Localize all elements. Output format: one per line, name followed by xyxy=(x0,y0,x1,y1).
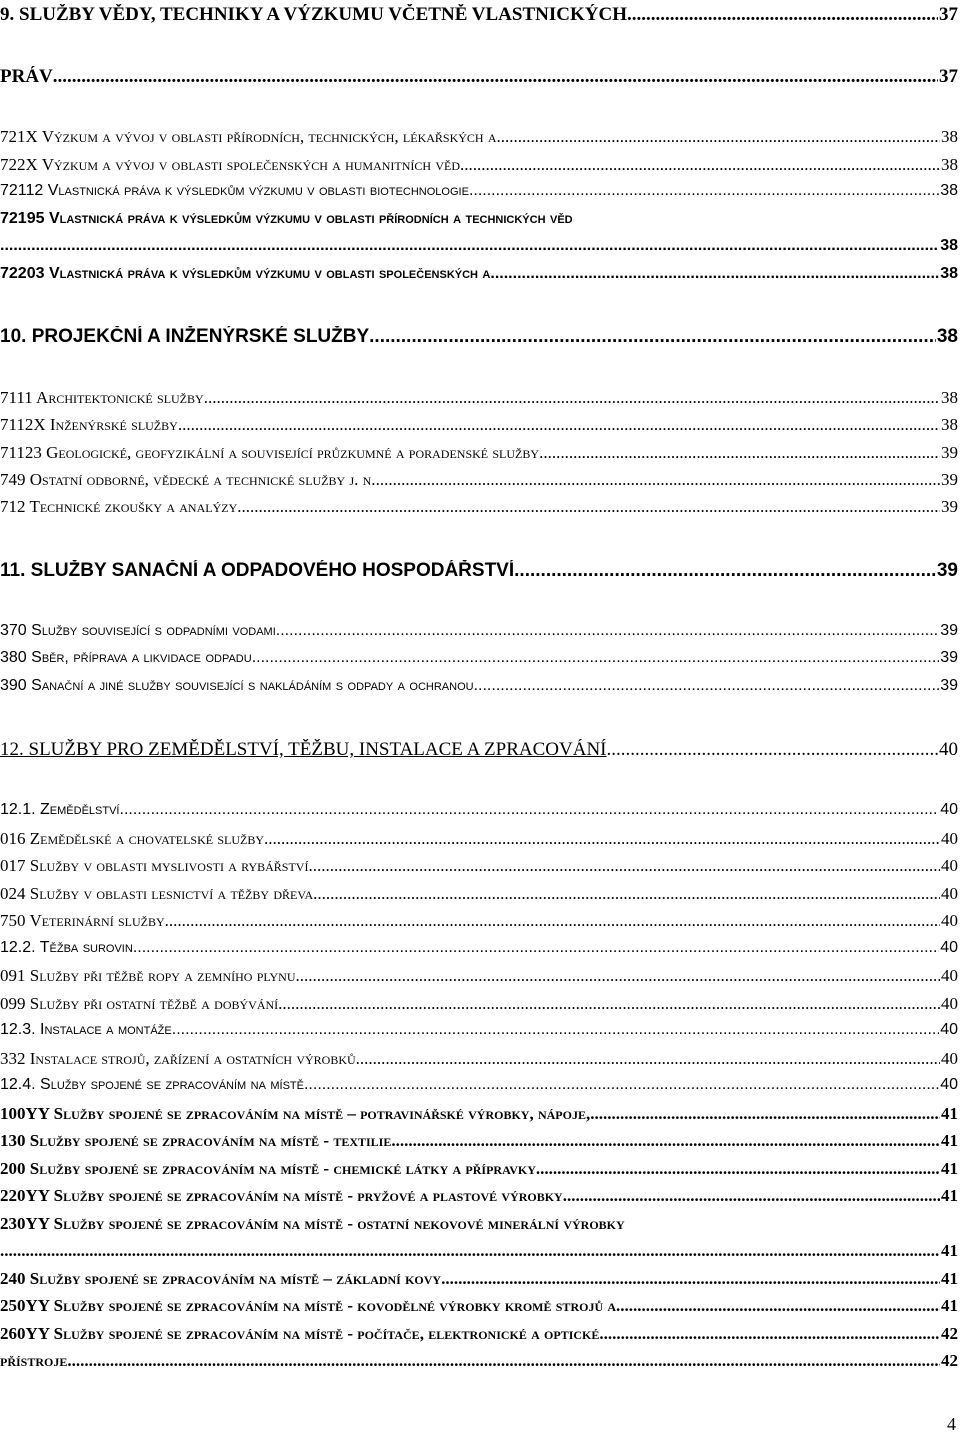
page-number: 4 xyxy=(947,1414,956,1434)
dot-leader xyxy=(133,939,939,957)
dot-leader xyxy=(0,1241,940,1261)
toc-entry[interactable]: přístroje ..... 42 xyxy=(0,1351,958,1377)
toc-entry-prav[interactable]: PRÁV ..... 37 xyxy=(0,66,958,92)
toc-entry[interactable]: 7112X Inženýrské služby ..... 38 xyxy=(0,415,958,441)
toc-entry[interactable]: 332 Instalace strojů, zařízení a ostatních výrobků ..... 40 xyxy=(0,1049,958,1075)
toc-subsection[interactable]: 12.4. Služby spojené se zpracováním na místě ..... 40 xyxy=(0,1076,958,1102)
dot-leader xyxy=(539,443,940,463)
dot-leader xyxy=(178,415,940,435)
dot-leader xyxy=(204,388,940,408)
dot-leader xyxy=(391,1131,940,1151)
toc-entry-10[interactable]: 10. PROJEKČNÍ A INŽENÝRSKÉ SLUŽBY ..... 38 xyxy=(0,326,958,352)
dot-leader xyxy=(313,884,940,904)
toc-entry[interactable]: 240 Služby spojené se zpracováním na místě – základní kovy ..... 41 xyxy=(0,1269,958,1295)
toc-entry[interactable]: 750 Veterinární služby ..... 40 xyxy=(0,911,958,937)
dot-leader xyxy=(599,1324,940,1344)
toc-entry[interactable]: 370 Služby související s odpadními vodami ..... 39 xyxy=(0,622,958,648)
toc-entry[interactable]: 016 Zemědělské a chovatelské služby ..... 40 xyxy=(0,829,958,855)
toc-entry[interactable]: 72195 Vlastnická práva k výsledkům výzkumu v oblasti přírodních a technických věd xyxy=(0,210,573,227)
toc-entry[interactable]: 130 Služby spojené se zpracováním na místě - textilie ..... 41 xyxy=(0,1131,958,1157)
toc-entry[interactable]: 220YY Služby spojené se zpracováním na místě - pryžové a plastové výrobky ..... 41 xyxy=(0,1186,958,1212)
dot-leader xyxy=(497,127,940,147)
toc-entry[interactable]: 380 Sběr, příprava a likvidace odpadu ..... 39 xyxy=(0,649,958,675)
dot-leader xyxy=(0,237,939,255)
dot-leader xyxy=(607,739,939,761)
toc-entry[interactable]: 200 Služby spojené se zpracováním na místě - chemické látky a přípravky ..... 41 xyxy=(0,1159,958,1185)
toc-entry-12[interactable]: 12. SLUŽBY PRO ZEMĚDĚLSTVÍ, TĚŽBU, INSTALACE A ZPRACOVÁNÍ ..... 40 xyxy=(0,739,958,765)
dot-leader xyxy=(172,1021,939,1039)
toc-entry[interactable]: 71123 Geologické, geofyzikální a související průzkumné a poradenské služby ..... 39 xyxy=(0,443,958,469)
toc-subsection[interactable]: 12.1. Zemědělství ..... 40 xyxy=(0,801,958,827)
toc-subsection[interactable]: 12.2. Těžba surovin ..... 40 xyxy=(0,939,958,965)
dot-leader xyxy=(304,1076,939,1094)
dot-leader xyxy=(264,829,940,849)
toc-subsection[interactable]: 12.3. Instalace a montáže ..... 40 xyxy=(0,1021,958,1047)
toc-entry-continuation[interactable]: ..... 41 xyxy=(0,1241,958,1267)
dot-leader xyxy=(308,856,940,876)
dot-leader xyxy=(296,966,941,986)
toc-entry[interactable]: 091 Služby při těžbě ropy a zemního plynu ..... 40 xyxy=(0,966,958,992)
dot-leader xyxy=(165,911,940,931)
toc-entry[interactable]: 7111 Architektonické služby ..... 38 xyxy=(0,388,958,414)
dot-leader xyxy=(536,1159,940,1179)
toc-entry[interactable]: 72112 Vlastnická práva k výsledkům výzkumu v oblasti biotechnologie ..... 38 xyxy=(0,182,958,208)
dot-leader xyxy=(563,1186,940,1206)
toc-entry[interactable]: 260YY Služby spojené se zpracováním na místě - počítače, elektronické a optické ..... 42 xyxy=(0,1324,958,1350)
toc-entry-9[interactable]: 9. SLUŽBY VĚDY, TECHNIKY A VÝZKUMU VČETNĚ VLASTNICKÝCH ..... 37 xyxy=(0,4,958,30)
dot-leader xyxy=(474,677,940,695)
dot-leader xyxy=(278,994,940,1014)
dot-leader xyxy=(590,1104,940,1124)
toc-entry-continuation[interactable]: ..... 38 xyxy=(0,237,958,263)
toc-entry[interactable]: 250YY Služby spojené se zpracováním na místě - kovodělné výrobky kromě strojů a ..... 41 xyxy=(0,1296,958,1322)
toc-entry[interactable]: 230YY Služby spojené se zpracováním na místě - ostatní nekovové minerální výrobky xyxy=(0,1214,625,1233)
toc-entry[interactable]: 100YY Služby spojené se zpracováním na místě – potravinářské výrobky, nápoje, ..... 41 xyxy=(0,1104,958,1130)
dot-leader xyxy=(490,265,939,283)
dot-leader xyxy=(237,497,940,517)
toc-entry-11[interactable]: 11. SLUŽBY SANAČNÍ A ODPADOVÉHO HOSPODÁŘSTVÍ ..... 39 xyxy=(0,560,958,586)
dot-leader xyxy=(376,470,940,490)
toc-entry[interactable]: 721X Výzkum a vývoj v oblasti přírodních, technických, lékařských a ..... 38 xyxy=(0,127,958,153)
toc-entry[interactable]: 024 Služby v oblasti lesnictví a těžby dřeva ..... 40 xyxy=(0,884,958,910)
dot-leader xyxy=(469,182,939,200)
dot-leader xyxy=(441,1269,940,1289)
dot-leader xyxy=(514,560,936,582)
toc-entry[interactable]: 017 Služby v oblasti myslivosti a rybářství ..... 40 xyxy=(0,856,958,882)
toc-entry[interactable]: 722X Výzkum a vývoj v oblasti společenských a humanitních věd ..... 38 xyxy=(0,155,958,181)
dot-leader xyxy=(120,801,940,819)
dot-leader xyxy=(356,1049,940,1069)
dot-leader xyxy=(67,1351,940,1371)
dot-leader xyxy=(460,155,940,175)
dot-leader xyxy=(53,66,938,88)
toc-entry[interactable]: 099 Služby při ostatní těžbě a dobývání ..... 40 xyxy=(0,994,958,1020)
dot-leader xyxy=(369,326,936,348)
toc-entry[interactable]: 712 Technické zkoušky a analýzy ..... 39 xyxy=(0,497,958,523)
toc-entry[interactable]: 749 Ostatní odborné, vědecké a technické služby j. n. ..... 39 xyxy=(0,470,958,496)
dot-leader xyxy=(252,649,940,667)
dot-leader xyxy=(616,1296,940,1316)
dot-leader xyxy=(627,4,938,26)
toc-entry[interactable]: 72203 Vlastnická práva k výsledkům výzkumu v oblasti společenských a ..... 38 xyxy=(0,265,958,291)
toc-entry[interactable]: 390 Sanační a jiné služby související s nakládáním s odpady a ochranou ..... 39 xyxy=(0,677,958,703)
dot-leader xyxy=(276,622,939,640)
